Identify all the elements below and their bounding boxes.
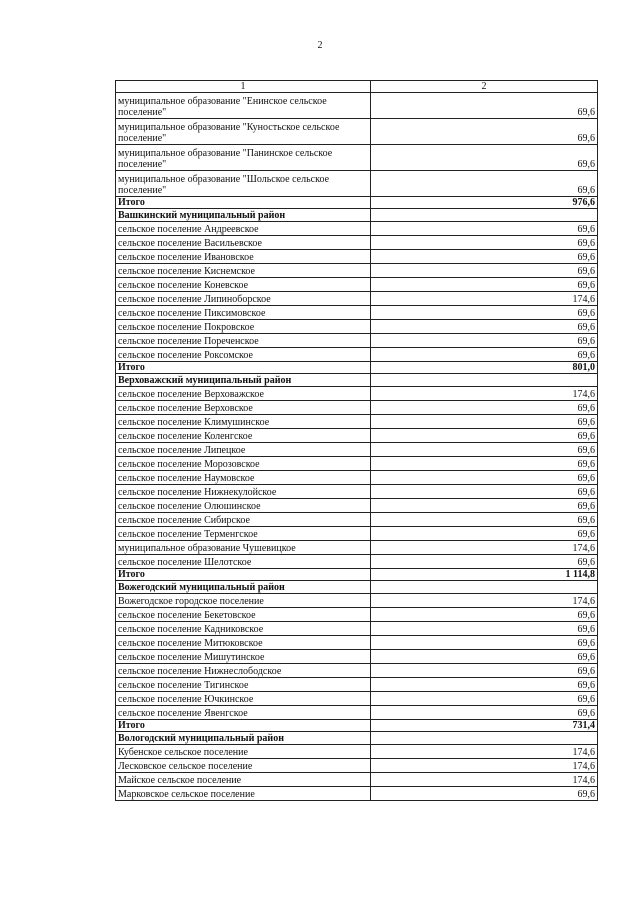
settlement-name: Лесковское сельское поселение	[116, 759, 371, 773]
total-row	[116, 197, 598, 209]
amount-value: 69,6	[371, 415, 598, 429]
district-name: Вашкинский муниципальный район	[116, 209, 371, 222]
amount-value: 174,6	[371, 759, 598, 773]
total-row	[116, 720, 598, 732]
amount-value: 69,6	[371, 706, 598, 720]
settlement-name: сельское поселение Ючкинское	[116, 692, 371, 706]
settlement-name: сельское поселение Бекетовское	[116, 608, 371, 622]
table-row	[116, 471, 598, 485]
settlement-name: сельское поселение Мишутинское	[116, 650, 371, 664]
amount-value: 69,6	[371, 457, 598, 471]
amount-value: 69,6	[371, 622, 598, 636]
settlement-name: сельское поселение Пореченское	[116, 334, 371, 348]
amount-value: 69,6	[371, 678, 598, 692]
table-row	[116, 334, 598, 348]
settlement-name: сельское поселение Терменгское	[116, 527, 371, 541]
amount-value: 69,6	[371, 650, 598, 664]
amount-value: 69,6	[371, 513, 598, 527]
district-name: Верховажский муниципальный район	[116, 374, 371, 387]
amount-value: 174,6	[371, 745, 598, 759]
total-value: 801,0	[371, 362, 598, 374]
table-row	[116, 429, 598, 443]
amount-value	[371, 209, 598, 222]
settlement-name: Итого	[116, 569, 371, 581]
amount-value: 174,6	[371, 594, 598, 608]
settlement-name: муниципальное образование "Шольское сельское поселение"	[116, 171, 371, 197]
table-row	[116, 387, 598, 401]
table-row	[116, 594, 598, 608]
amount-value: 69,6	[371, 555, 598, 569]
amount-value: 69,6	[371, 348, 598, 362]
table-row	[116, 787, 598, 801]
settlement-name: сельское поселение Морозовское	[116, 457, 371, 471]
table-row	[116, 292, 598, 306]
settlement-name: сельское поселение Климушинское	[116, 415, 371, 429]
table-row	[116, 692, 598, 706]
settlement-name: сельское поселение Тигинское	[116, 678, 371, 692]
amount-value: 69,6	[371, 306, 598, 320]
settlement-name: сельское поселение Коленгское	[116, 429, 371, 443]
table-row	[116, 555, 598, 569]
settlement-name: сельское поселение Липецкое	[116, 443, 371, 457]
district-name: Вологодский муниципальный район	[116, 732, 371, 745]
settlement-name: сельское поселение Андреевское	[116, 222, 371, 236]
table-row	[116, 443, 598, 457]
table-row	[116, 145, 598, 171]
amount-value: 69,6	[371, 334, 598, 348]
amount-value: 69,6	[371, 692, 598, 706]
settlement-name: сельское поселение Коневское	[116, 278, 371, 292]
settlement-name: сельское поселение Пиксимовское	[116, 306, 371, 320]
settlement-name: сельское поселение Верховажское	[116, 387, 371, 401]
settlement-name: сельское поселение Шелотское	[116, 555, 371, 569]
total-value: 731,4	[371, 720, 598, 732]
table-row	[116, 119, 598, 145]
amount-value: 69,6	[371, 471, 598, 485]
page-number: 2	[317, 40, 323, 51]
settlement-name: сельское поселение Нижнеслободское	[116, 664, 371, 678]
table-row	[116, 759, 598, 773]
amount-value: 69,6	[371, 636, 598, 650]
amount-value: 69,6	[371, 787, 598, 801]
total-row	[116, 569, 598, 581]
settlement-name: муниципальное образование "Панинское сельское поселение"	[116, 145, 371, 171]
settlement-name: сельское поселение Сибирское	[116, 513, 371, 527]
amount-value: 69,6	[371, 429, 598, 443]
table-row	[116, 773, 598, 787]
amount-value: 174,6	[371, 773, 598, 787]
table-row	[116, 401, 598, 415]
district-header-row	[116, 581, 598, 594]
allocation-table	[115, 80, 598, 801]
total-value: 1 114,8	[371, 569, 598, 581]
table-row	[116, 650, 598, 664]
table-row	[116, 306, 598, 320]
table-body	[116, 93, 598, 801]
settlement-name: Кубенское сельское поселение	[116, 745, 371, 759]
settlement-name: сельское поселение Кадниковское	[116, 622, 371, 636]
settlement-name: муниципальное образование "Енинское сельское поселение"	[116, 93, 371, 119]
amount-value: 69,6	[371, 320, 598, 334]
table-row	[116, 678, 598, 692]
settlement-name: сельское поселение Митюковское	[116, 636, 371, 650]
table-row	[116, 485, 598, 499]
amount-value: 69,6	[371, 119, 598, 145]
table-row	[116, 527, 598, 541]
amount-value: 174,6	[371, 387, 598, 401]
amount-value: 69,6	[371, 499, 598, 513]
settlement-name: сельское поселение Олюшинское	[116, 499, 371, 513]
settlement-name: Марковское сельское поселение	[116, 787, 371, 801]
settlement-name: Майское сельское поселение	[116, 773, 371, 787]
amount-value: 174,6	[371, 292, 598, 306]
total-row	[116, 362, 598, 374]
settlement-name: муниципальное образование Чушевицкое	[116, 541, 371, 555]
table-header-row	[116, 81, 598, 93]
settlement-name: сельское поселение Нижнекулойское	[116, 485, 371, 499]
table-row	[116, 499, 598, 513]
amount-value: 69,6	[371, 250, 598, 264]
amount-value: 69,6	[371, 171, 598, 197]
table-row	[116, 745, 598, 759]
amount-value: 69,6	[371, 264, 598, 278]
settlement-name: сельское поселение Ивановское	[116, 250, 371, 264]
table-row	[116, 236, 598, 250]
table-row	[116, 513, 598, 527]
settlement-name: Итого	[116, 197, 371, 209]
settlement-name: сельское поселение Верховское	[116, 401, 371, 415]
table-row	[116, 636, 598, 650]
settlement-name: сельское поселение Киснемское	[116, 264, 371, 278]
table-row	[116, 320, 598, 334]
table-row	[116, 457, 598, 471]
total-value: 976,6	[371, 197, 598, 209]
table-row	[116, 264, 598, 278]
amount-value: 69,6	[371, 443, 598, 457]
column-header-1: 1	[116, 81, 371, 93]
settlement-name: сельское поселение Наумовское	[116, 471, 371, 485]
settlement-name: Итого	[116, 362, 371, 374]
table-row	[116, 93, 598, 119]
district-name: Вожегодский муниципальный район	[116, 581, 371, 594]
table-row	[116, 622, 598, 636]
amount-value	[371, 581, 598, 594]
amount-value: 69,6	[371, 527, 598, 541]
amount-value	[371, 374, 598, 387]
settlement-name: сельское поселение Липиноборское	[116, 292, 371, 306]
district-header-row	[116, 209, 598, 222]
settlement-name: сельское поселение Васильевское	[116, 236, 371, 250]
amount-value: 69,6	[371, 145, 598, 171]
amount-value: 174,6	[371, 541, 598, 555]
settlement-name: муниципальное образование "Куностьское сельское поселение"	[116, 119, 371, 145]
column-header-2: 2	[371, 81, 598, 93]
amount-value: 69,6	[371, 485, 598, 499]
amount-value: 69,6	[371, 401, 598, 415]
table-row	[116, 541, 598, 555]
amount-value: 69,6	[371, 278, 598, 292]
settlement-name: Итого	[116, 720, 371, 732]
amount-value: 69,6	[371, 222, 598, 236]
amount-value: 69,6	[371, 236, 598, 250]
amount-value: 69,6	[371, 608, 598, 622]
amount-value	[371, 732, 598, 745]
amount-value: 69,6	[371, 93, 598, 119]
settlement-name: сельское поселение Роксомское	[116, 348, 371, 362]
table-row	[116, 415, 598, 429]
table-row	[116, 348, 598, 362]
district-header-row	[116, 374, 598, 387]
settlement-name: сельское поселение Покровское	[116, 320, 371, 334]
table-row	[116, 171, 598, 197]
district-header-row	[116, 732, 598, 745]
table-row	[116, 608, 598, 622]
table-row	[116, 250, 598, 264]
settlement-name: сельское поселение Явенгское	[116, 706, 371, 720]
amount-value: 69,6	[371, 664, 598, 678]
table-row	[116, 706, 598, 720]
table-row	[116, 278, 598, 292]
table-row	[116, 222, 598, 236]
settlement-name: Вожегодское городское поселение	[116, 594, 371, 608]
table-row	[116, 664, 598, 678]
